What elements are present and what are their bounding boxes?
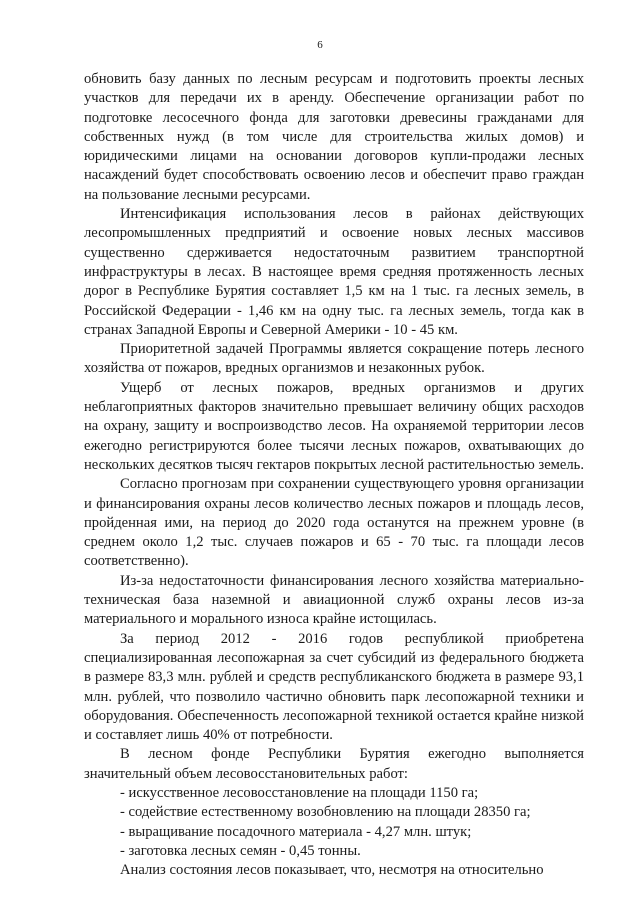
paragraph-priority-task: Приоритетной задачей Программы является сокращение потерь лесного хозяйства от пожаров, вредных организмов и незаконных рубок. bbox=[84, 341, 584, 377]
list-item-planting-material: - выращивание посадочного материала - 4,27 млн. штук; bbox=[120, 823, 472, 840]
paragraph-analysis: Анализ состояния лесов показывает, что, несмотря на относительно bbox=[120, 862, 544, 879]
page-number: 6 bbox=[317, 39, 323, 51]
paragraph-equipment-purchase: За период 2012 - 2016 годов республикой приобретена специализированная лесопожарная за счет субсидий из федерального бюджета в размере 83,3 млн. рублей и средств республиканского бюджета в размере 93,1 млн. рублей, что позволило частично обновить парк лесопожарной техники и оборудования. Обеспеченность лесопожарной техникой остается крайне низкой и составляет лишь 40% от потребности. bbox=[84, 630, 584, 744]
paragraph-financing-shortage: Из-за недостаточности финансирования лесного хозяйства материально-техническая база наземной и авиационной служб охраны лесов из-за материального и морального износа крайне истощилась. bbox=[84, 572, 584, 628]
list-item-artificial-reforestation: - искусственное лесовосстановление на площади 1150 га; bbox=[120, 784, 479, 801]
paragraph-continuation: обновить базу данных по лесным ресурсам и подготовить проекты лесных участков для передачи их в аренду. Обеспечение организации работ по подготовке лесосечного фонда для заготовки древесины гражданами для собственных нужд (в том числе для строительства жилых домов) и юридическими лицами на основании договоров купли-продажи лесных насаждений будет способствовать освоению лесов и обеспечит право граждан на пользование лесными ресурсами. bbox=[84, 71, 584, 203]
paragraph-transport-infrastructure: Интенсификация использования лесов в районах действующих лесопромышленных предприятий и освоение новых лесных массивов существенно сдерживается недостаточным развитием транспортной инфраструктуры в лесах. В настоящее время средняя протяженность лесных дорог в Республике Бурятия составляет 1,5 км на 1 тыс. га лесных земель, в Российской Федерации - 1,46 км на одну тыс. га лесных земель, тогда как в странах Западной Европы и Северной Америки - 10 - 45 км. bbox=[84, 206, 584, 338]
paragraph-fire-damage: Ущерб от лесных пожаров, вредных организмов и других неблагоприятных факторов значительно превышает величину общих расходов на охрану, защиту и воспроизводство лесов. На охраняемой территории лесов ежегодно регистрируются более тысячи лесных пожаров, охватывающих до нескольких десятков тысяч гектаров покрытых лесной растительностью земель. bbox=[84, 379, 584, 473]
document-body bbox=[84, 70, 584, 880]
list-item-seed-harvesting: - заготовка лесных семян - 0,45 тонны. bbox=[120, 842, 361, 859]
paragraph-reforestation-intro: В лесном фонде Республики Бурятия ежегодно выполняется значительный объем лесовосстановительных работ: bbox=[84, 746, 584, 782]
list-item-natural-regeneration: - содействие естественному возобновлению на площади 28350 га; bbox=[120, 804, 531, 821]
paragraph-forecast: Согласно прогнозам при сохранении существующего уровня организации и финансирования охраны лесов количество лесных пожаров и площадь лесов, пройденная ими, на период до 2020 года останутся на прежнем уровне (в среднем около 1,2 тыс. случаев пожаров и 65 - 70 тыс. га площади лесов соответственно). bbox=[84, 476, 584, 570]
